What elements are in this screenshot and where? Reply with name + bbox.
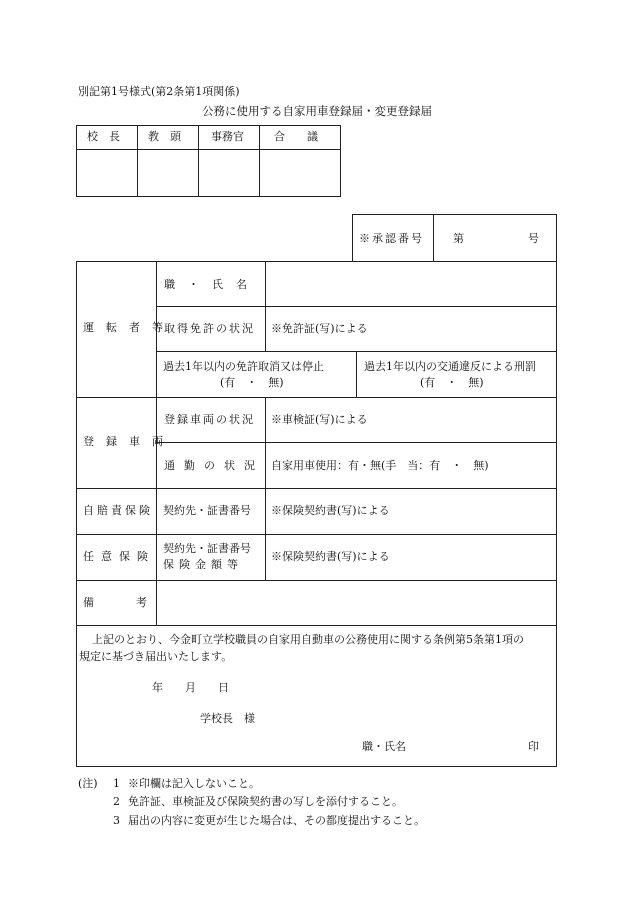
commute-status-value[interactable]: 自家用車使用：有・無(手 当：有 ・ 無) (271, 459, 489, 472)
driver-section-label: 運転者等 (83, 321, 175, 334)
voluntary-contract-label: 契約先・証書番号 (163, 542, 251, 555)
note-item: ※印欄は記入しないこと。 (128, 777, 260, 790)
remarks-label: 備考 (83, 596, 189, 609)
note-item: 免許証、車検証及び保険契約書の写しを添付すること。 (128, 795, 403, 808)
statement-text-line2: 規定に基づき届出いたします。 (79, 650, 233, 663)
notes-prefix: (注) (78, 777, 98, 790)
violation-history-label: 過去1年以内の交通違反による刑罰 (364, 360, 536, 373)
compulsory-contract-label: 契約先・証書番号 (163, 504, 251, 517)
approval-col-clerk: 事務官 (211, 130, 244, 143)
approval-stamp-consultation[interactable] (260, 150, 340, 196)
approval-number-go: 号 (528, 232, 539, 245)
signer-name-field[interactable] (412, 735, 522, 755)
voluntary-contract-value: ※保険契約書(写)による (271, 550, 390, 563)
subrow-divider (156, 442, 557, 443)
vehicle-section-label: 登録車両 (83, 435, 175, 448)
voluntary-amount-label: 保険金額等 (163, 558, 243, 571)
commute-status-label: 通勤の状況 (164, 459, 264, 472)
row-divider (76, 397, 557, 398)
approval-number-divider (433, 214, 434, 261)
statement-text-line1: 上記のとおり、今金町立学校職員の自家用自動車の公務使用に関する条例第5条第1項の (92, 633, 524, 646)
note-item: 届出の内容に変更が生じた場合は、その都度提出すること。 (128, 814, 425, 827)
approval-number-dai: 第 (453, 232, 464, 245)
approval-stamp-principal[interactable] (77, 150, 136, 196)
approval-col-consultation: 合 議 (274, 130, 318, 143)
license-status-label: 取得免許の状況 (164, 322, 255, 335)
suspension-history-choice[interactable]: (有 ・ 無) (220, 376, 284, 389)
approval-number-label: ※承認番号 (359, 232, 424, 245)
remarks-field[interactable] (158, 581, 556, 624)
approval-stamp-clerk[interactable] (199, 150, 258, 196)
vehicle-status-value: ※車検証(写)による (271, 413, 368, 426)
compulsory-insurance-label: 自賠責保険 (83, 504, 153, 517)
note-number: 2 (113, 795, 120, 808)
row-divider (76, 625, 557, 626)
driver-name-label: 職・氏名 (164, 278, 260, 291)
seal-mark: 印 (528, 740, 539, 753)
history-column-divider (356, 351, 357, 397)
submission-date[interactable]: 年 月 日 (152, 681, 229, 694)
approval-col-principal: 校 長 (87, 130, 120, 143)
violation-history-choice[interactable]: (有 ・ 無) (420, 376, 484, 389)
suspension-history-label: 過去1年以内の免許取消又は停止 (163, 360, 324, 373)
row-divider (76, 534, 557, 535)
form-title: 公務に使用する自家用車登録届・変更登録届 (202, 104, 432, 118)
row-divider (76, 488, 557, 489)
approval-col-vice-principal: 教 頭 (148, 130, 181, 143)
signer-label: 職・氏名 (362, 740, 406, 753)
compulsory-contract-value: ※保険契約書(写)による (271, 504, 390, 517)
field-column-divider (265, 261, 266, 351)
driver-name-field[interactable] (267, 262, 556, 305)
voluntary-insurance-label: 任意保険 (83, 550, 155, 563)
approval-stamp-vice-principal[interactable] (138, 150, 197, 196)
note-number: 3 (113, 814, 120, 827)
license-status-value: ※免許証(写)による (271, 322, 368, 335)
subrow-divider (156, 306, 557, 307)
note-number: 1 (113, 777, 120, 790)
form-identifier: 別記第1号様式(第2条第1項関係) (78, 85, 240, 98)
field-column-divider (265, 397, 266, 580)
addressee: 学校長 様 (200, 712, 255, 725)
vehicle-status-label: 登録車両の状況 (164, 413, 255, 426)
